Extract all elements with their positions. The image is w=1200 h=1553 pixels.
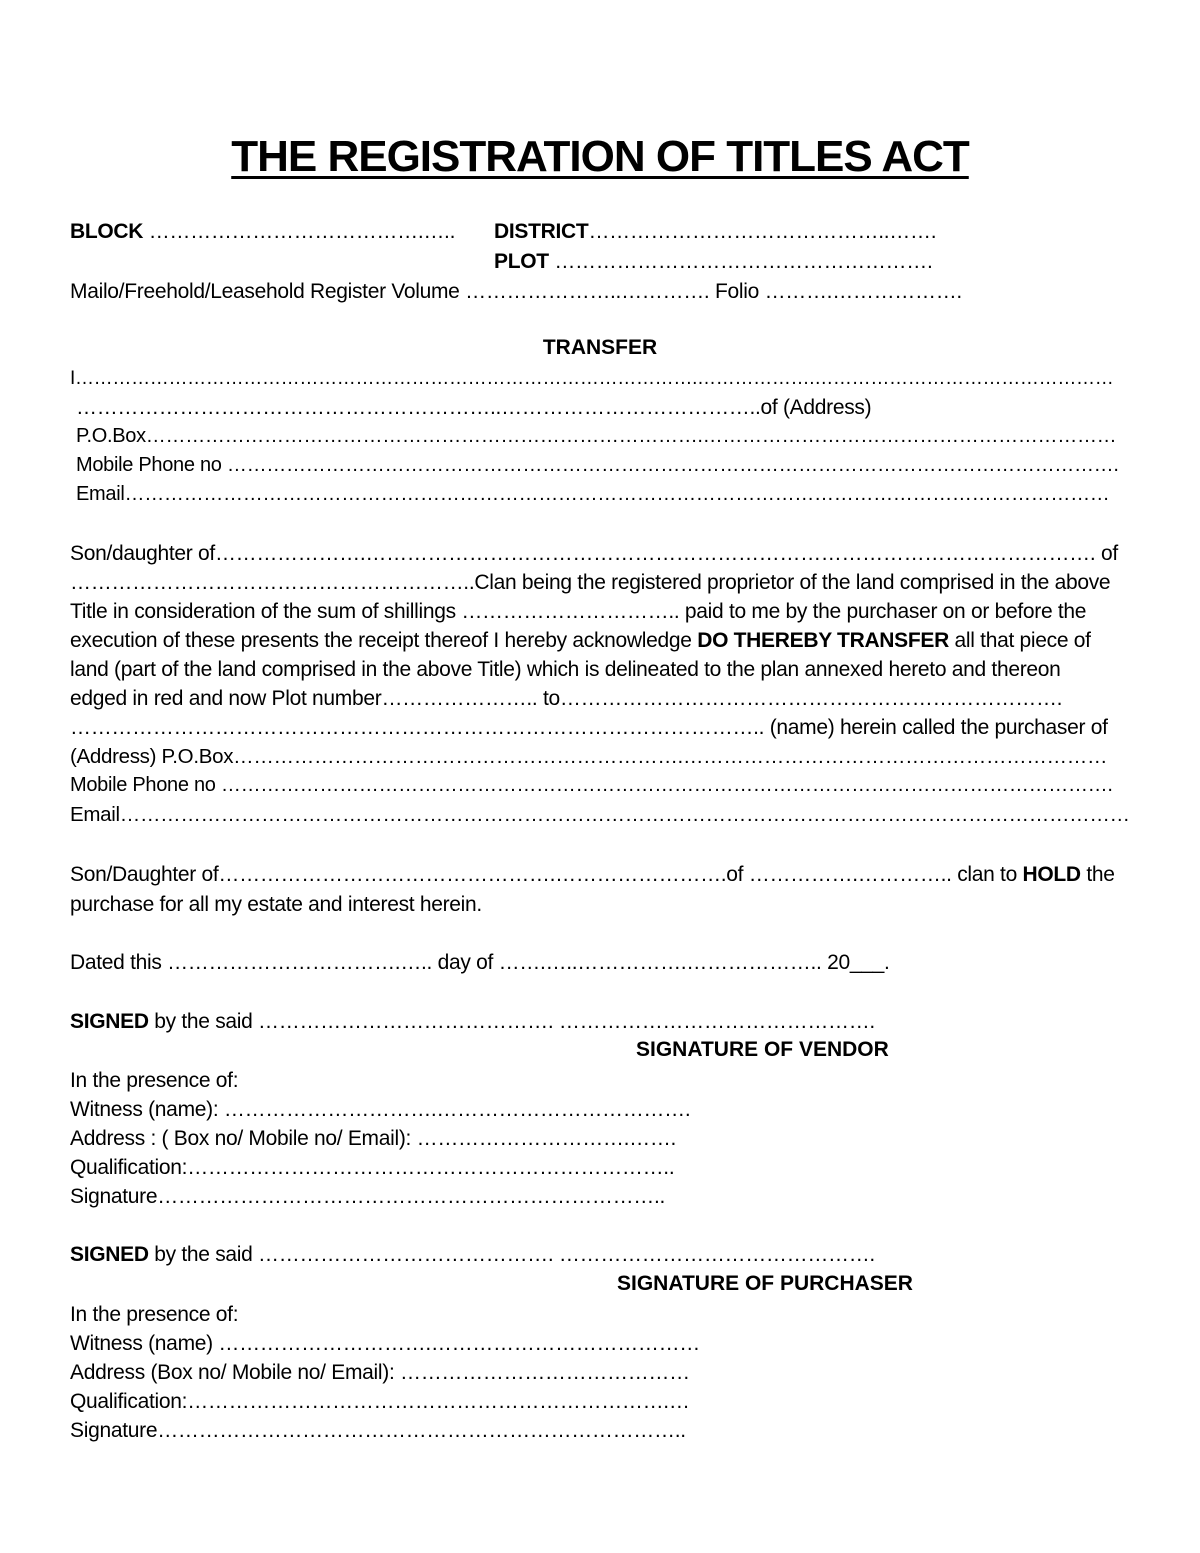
clan-line: …………………………………………………..Clan being the registered proprietor of the land comprised in the above bbox=[70, 571, 1111, 594]
purchaser-pobox-line: (Address) P.O.Box………………………………………………………….……………………………………………………… bbox=[70, 745, 1108, 768]
purchaser-witness-address-line: Address (Box no/ Mobile no/ Email): …………………………………… bbox=[70, 1361, 690, 1384]
purchaser-witness-qualification-line: Qualification:…………………………………………………………….… bbox=[70, 1390, 690, 1413]
transferor-name-line: I……………………………………………………………………………………….……………….………………………………………… bbox=[70, 368, 1114, 389]
purchaser-son-daughter-end: the bbox=[1080, 863, 1115, 886]
vendor-witness-line: Witness (name): ………………………….………………………………. bbox=[70, 1098, 691, 1121]
block-label: BLOCK bbox=[70, 220, 144, 243]
document-title: THE REGISTRATION OF TITLES ACT bbox=[231, 132, 969, 181]
execution-text-end: all that piece of bbox=[948, 629, 1091, 652]
execution-text: execution of these presents the receipt thereof I hereby acknowledge bbox=[70, 629, 698, 652]
purchaser-mobile-line: Mobile Phone no ………………………………………………………………………………………………………………………. bbox=[70, 774, 1113, 796]
transferor-mobile-line: Mobile Phone no ………………………………………………………………………………………………………………………. bbox=[76, 454, 1119, 476]
register-volume-blank: …………………..…………. bbox=[465, 280, 710, 303]
register-volume-field bbox=[70, 277, 962, 306]
district-field bbox=[494, 217, 936, 246]
purchaser-son-daughter-text: Son/Daughter of………………………………………….…………………….of …………….………….. clan to bbox=[70, 863, 1023, 886]
block-blank: ………………………………….….. bbox=[148, 220, 456, 243]
purchaser-email-line: Email…………………………………………………………………………………………………………………………………… bbox=[70, 803, 1130, 826]
district-blank: ……………………………………..……. bbox=[588, 220, 937, 243]
block-field bbox=[70, 217, 455, 246]
purchaser-presence-line: In the presence of: bbox=[70, 1303, 239, 1326]
purchaser-signed-label: SIGNED bbox=[70, 1243, 149, 1266]
transferor-pobox-line: P.O.Box………………………………………………………………………….……………………………………………………… bbox=[76, 425, 1117, 447]
son-daughter-line: Son/daughter of………………….……………………………………………………………………………………………. of bbox=[70, 542, 1118, 565]
purchaser-signed-line bbox=[70, 1240, 875, 1269]
purchaser-signature-label: SIGNATURE OF PURCHASER bbox=[617, 1272, 913, 1295]
district-label: DISTRICT bbox=[494, 220, 589, 243]
vendor-signed-line bbox=[70, 1007, 875, 1036]
dated-line: Dated this …………………………….….. day of …….…..…………….……………….. 20___. bbox=[70, 951, 890, 974]
transferor-address-line: ……………………………………………………..………………………………..of (Address) bbox=[76, 396, 872, 419]
vendor-presence-line: In the presence of: bbox=[70, 1069, 239, 1092]
folio-blank: ……….………………. bbox=[764, 280, 962, 303]
land-line: land (part of the land comprised in the above Title) which is delineated to the plan annexed hereto and thereon bbox=[70, 658, 1061, 681]
purchase-estate-line: purchase for all my estate and interest herein. bbox=[70, 893, 482, 916]
vendor-witness-signature-line: Signature……………………………………………………………….. bbox=[70, 1185, 666, 1208]
do-thereby-transfer: DO THEREBY TRANSFER bbox=[697, 629, 949, 652]
vendor-signature-label: SIGNATURE OF VENDOR bbox=[636, 1038, 889, 1061]
transferor-email-line: Email…………………………………………………………………………………………………………………………………… bbox=[76, 483, 1110, 505]
plot-label: PLOT bbox=[494, 250, 549, 273]
hold-keyword: HOLD bbox=[1022, 863, 1081, 886]
purchaser-witness-line: Witness (name) ………………………….………………………………… bbox=[70, 1332, 701, 1355]
plot-number-line: edged in red and now Plot number………………….. to………………………………………………………………. bbox=[70, 687, 1063, 710]
purchaser-name-line: ……………………………………………………………………………………….. (name) herein called the purchaser of bbox=[70, 716, 1108, 739]
purchaser-witness-signature-line: Signature………………………………………………………………….. bbox=[70, 1419, 686, 1442]
register-volume-label: Mailo/Freehold/Leasehold Register Volume bbox=[70, 280, 460, 303]
vendor-witness-address-line: Address : ( Box no/ Mobile no/ Email): ………………………….……. bbox=[70, 1127, 677, 1150]
folio-label: Folio bbox=[714, 280, 760, 303]
plot-blank: ………………………………………………. bbox=[554, 250, 933, 273]
vendor-signed-label: SIGNED bbox=[70, 1010, 149, 1033]
vendor-signed-text: by the said ……………………………………. ………………………………………. bbox=[148, 1010, 875, 1033]
execution-line bbox=[70, 626, 1091, 655]
purchaser-signed-text: by the said ……………………………………. ………………………………………. bbox=[148, 1243, 875, 1266]
consideration-line: Title in consideration of the sum of shillings ………………………….. paid to me by the purchaser on or before the bbox=[70, 600, 1087, 623]
transfer-heading: TRANSFER bbox=[542, 336, 658, 359]
plot-field bbox=[494, 247, 932, 276]
vendor-witness-qualification-line: Qualification:…………………………………………………………….. bbox=[70, 1156, 675, 1179]
purchaser-son-daughter-line bbox=[70, 860, 1115, 889]
